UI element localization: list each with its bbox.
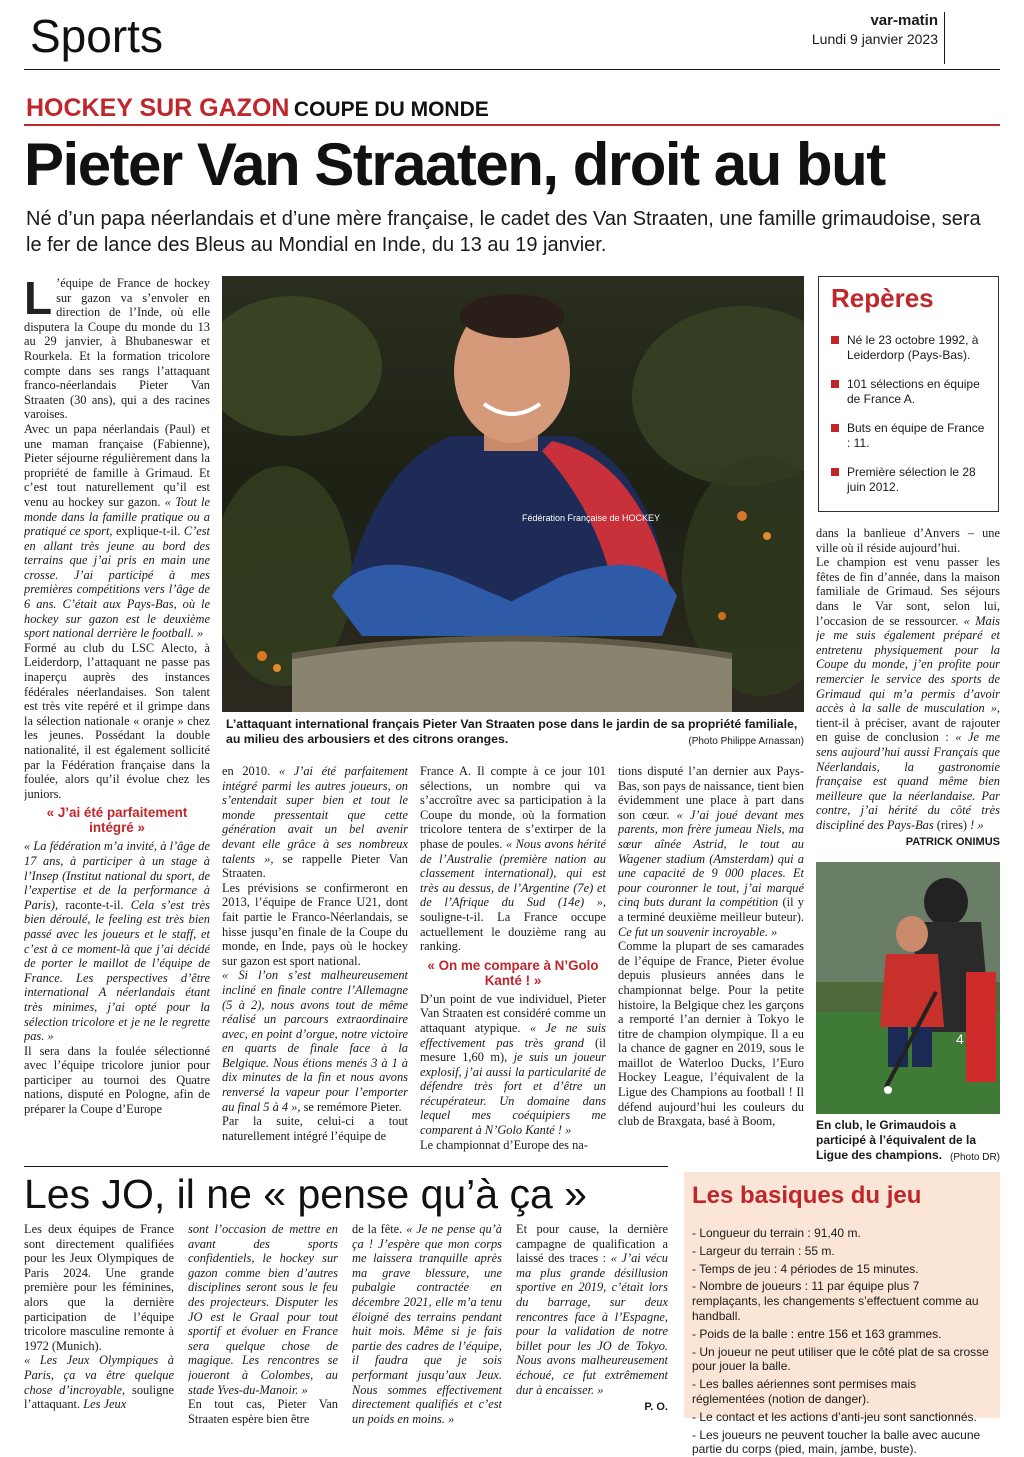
subheading-integre: « J’ai été parfaitement intégré » [46, 805, 188, 836]
second-column-4: Et pour cause, la dernière campagne de qualification a laissé des traces : « J’ai vécu ma plus grande désillusion sportive en 2019, c’était lors du barrage, sur deux rencontres face à l’Espagne, pour la validation de notre billet pour les JO de Tokyo. Nous avons malheureusement échoué, ce fut extrêmement dur à encaisser. » P. O. [516, 1222, 668, 1414]
main-photo-caption [226, 717, 804, 749]
article-column-1: L ’équipe de France de hockey sur gazon va s’envoler en direction de l’Inde, où elle disputera la Coupe du monde du 13 au 29 janvier, à Bhubaneswar et Rourkela. Et la formation tricolore compte dans ses rangs l’attaquant franco-néerlandais Pieter Van Straaten (30 ans), qui a des racines varoises. Avec un papa néerlandais (Paul) et une maman française (Fabienne), Pieter séjourne régulièrement dans la propriété de famille à Grimaud. Et c’est tout naturellement qu’il est venu au hockey sur gazon. « Tout le monde dans la famille pratique ou a pratiqué ce sport, explique-t-il. C’est en allant très jeune au bord des terrains que j’ai pris en main une crosse. J’ai participé à mes premières compétitions vers l’âge de 6 ans. C’était aux Pays-Bas, où le hockey sur gazon est le deuxième sport national derrière le football. » Formé au club du LSC Alecto, à Leiderdorp, l’attaquant ne passe pas inaperçu auprès des instances fédérales néerlandaises. Son talent est très vite repéré et il grimpe dans la sélection nationale « oranje » chez les jeunes. Possédant la double nationalité, il est également sollicité par la Fédération française dans la foulée, alors qu’il évolue chez les juniors. « J’ai été parfaitement intégré » « La fédération m’a invité, à l’âge de 17 ans, à participer à un stage à l’Insep (Institut national du sport, de l’expertise et de la performance à Paris), raconte-t-il. Cela s’est très bien déroulé, le feeling est très bien passé avec les joueurs et le staff, et c’est à ce moment-là que j’ai décidé de porter le maillot de l’équipe de France. Les perspectives d’être international A néerlandais étant très minimes, j’ai opté pour la sélection tricolore et je ne le regrette pas. » Il sera dans la foulée sélectionné avec l’équipe tricolore junior pour participer au tournoi des Quatre nations, disputé en Pologne, afin de préparer la Coupe d’Europe [24, 276, 210, 1117]
club-photo-credit: (Photo DR) [949, 1152, 1000, 1163]
bullet-icon [831, 468, 839, 476]
club-photo-caption-text: En club, le Grimaudois a participé à l’équivalent de la Ligue des champions. [816, 1118, 977, 1162]
basics-item: - Un joueur ne peut utiliser que le côté plat de sa crosse pour jouer la balle. [692, 1344, 989, 1374]
jersey-number: 4 [956, 1031, 964, 1047]
subheading-kante: « On me compare à N’Golo Kanté ! » [427, 957, 599, 988]
basics-item: - Les joueurs ne peuvent toucher la balle avec aucune partie du corps (pied, main, jambe, buste). [692, 1427, 981, 1457]
kicker-sport: HOCKEY SUR GAZON [26, 94, 290, 122]
article-column-3: France A. Il compte à ce jour 101 sélections, un nombre qui va s’accroître avec sa participation à la Coupe du monde, où la formation tricolore tentera de s’extirper de la phase de poules. « Nous avons hérité de l’Australie (première nation au classement international), qui est très au dessus, de l’Argentine (7e) et de l’Afrique du Sud (14e) », souligne-t-il. La France occupe actuellement le douzième rang au ranking. « On me compare à N’Golo Kanté ! » D’un point de vue individuel, Pieter Van Straaten est considéré comme un attaquant atypique. « Je ne suis effectivement pas très grand (il mesure 1,60 m), je suis un joueur explosif, j’ai aussi la particularité de défendre très fort et d’être un récupérateur. Un domaine dans lequel mes coéquipiers me comparent à N’Golo Kanté ! » Le championnat d’Europe des na- [420, 764, 606, 1152]
second-article-rule [24, 1166, 668, 1167]
article-signature: PATRICK ONIMUS [905, 836, 1000, 849]
article-column-2: en 2010. « J’ai été parfaitement intégré parmi les autres joueurs, on s’entendait super bien et tout le monde pressentait que cette génération avait un bel avenir devant elle grâce à ses nombreux talents », se rappelle Pieter Van Straaten. Les prévisions se confirmeront en 2013, l’équipe de France U21, dont fait partie le Franco-Néerlandais, se hisse jusqu’en finale de la Coupe du monde, en Inde, pays où le hockey sur gazon est sport national. « Si l’on s’est malheureusement incliné en finale contre l’Allemagne (5 à 2), nous avons tout de même réalisé un parcours extraordinaire avec, en point d’orgue, notre victoire en quarts de finale face à la Belgique. Nous étions menés 3 à 1 à dix minutes de la fin et nous avons renversé la vapeur pour l’emporter au final 5 à 4 », se remémore Pieter. Par la suite, celui-ci a tout naturellement intégré l’équipe de [222, 764, 408, 1143]
basics-item: - Le contact et les actions d’anti-jeu sont sanctionnés. [692, 1409, 977, 1424]
bullet-icon [831, 380, 839, 388]
second-headline: Les JO, il ne « pense qu’à ça » [24, 1171, 587, 1217]
basics-item: - Les balles aériennes sont permises mais réglementées (notion de danger). [692, 1377, 917, 1406]
main-photo [222, 276, 804, 712]
headline: Pieter Van Straaten, droit au but [24, 131, 885, 198]
main-photo-caption-text: L’attaquant international français Pieter Van Straaten pose dans le jardin de sa propriété familiale, au milieu des arbousiers et des citrons oranges. [226, 717, 798, 746]
reperes-title: Repères [831, 283, 934, 313]
club-photo [816, 862, 1000, 1114]
kicker [26, 94, 489, 126]
shirt-logo-text: Fédération Française de HOCKEY [522, 513, 661, 523]
club-photo-caption [816, 1118, 1000, 1165]
header-rule [24, 69, 1000, 70]
article-column-4: tions disputé l’an dernier aux Pays-Bas, son pays de naissance, tient bien évidemment une place à part dans son cœur. « J’ai joué devant mes parents, mon frère jumeau Niels, ma sœur aînée Astrid, le tout au Wagener stadium (Amsterdam) qui a une capacité de 9 000 places. Et pour couronner le tout, j’ai marqué cinq buts durant la compétition (il y a terminé deuxième meilleur buteur). Ce fut un souvenir incroyable. » Comme la plupart de ses camarades de l’équipe de France, Pieter évolue depuis plusieurs années dans le championnat belge. Pour la petite histoire, la Belgique chez les garçons a remporté l’an dernier à Tokyo le titre de champion olympique. Il a eu la chance de gagner en 2019, sous le maillot de Waterloo Ducks, l’Euro Hockey League, l’équivalent de la Ligue des Champions au football ! Il défend aujourd’hui les couleurs du club de Braxgata, basé à Boom, [618, 764, 804, 1129]
header-vertical-rule [944, 12, 945, 64]
second-signature: P. O. [644, 1401, 668, 1414]
reperes-item: Né le 23 octobre 1992, à Leiderdorp (Pays-Bas). [831, 333, 988, 363]
reperes-item: 101 sélections en équipe de France A. [831, 377, 988, 407]
basics-box [684, 1172, 1000, 1457]
second-column-2: sont l’occasion de mettre en avant des sports confidentiels, le hockey sur gazon comme bien d’autres disciplines seront sous le feu des projecteurs. Disputer les JO est le Graal pour tout sportif et évoluer en France sera quelque chose de magique. Les rencontres se joueront à Colombes, au stade Yves-du-Manoir. » En tout cas, Pieter Van Straaten espère bien être [188, 1222, 338, 1426]
second-column-3: de la fête. « Je ne pense qu’à ça ! J’espère que mon corps me laissera tranquille après ma grave blessure, une pubalgie contractée en décembre 2021, elle m’a tenu éloigné des terrains pendant huit mois. Même si je fais partie des cadres de l’équipe, il faudra que je sois performant jusqu’aux Jeux. Nous sommes effectivement directement qualifiés et c’est un poids en moins. » [352, 1222, 502, 1426]
basics-title: Les basiques du jeu [692, 1182, 922, 1209]
dropcap: L [24, 276, 53, 324]
main-photo-credit: (Photo Philippe Arnassan) [688, 736, 804, 747]
kicker-event: COUPE DU MONDE [293, 98, 489, 121]
reperes-item: Première sélection le 28 juin 2012. [831, 465, 988, 495]
article-column-5: dans la banlieue d’Anvers – une ville où il réside aujourd’hui. Le champion est venu passer les fêtes de fin d’année, dans la maison familiale de Grimaud. Ses séjours dans le Var sont, selon lui, l’occasion de se ressourcer. « Mais je me suis également préparé et entretenu physiquement pour la Coupe du monde, j’en profite pour remercier le service des sports de Grimaud qui m’a permis d’avoir accès à la salle de musculation », tient-il à préciser, avant de rajouter en guise de conclusion : « Je me sens aujourd’hui aussi Français que Néerlandais, la gastronomie française est quand même bien meilleure que la néerlandaise. Par contre, j’ai hérité du côté très discipliné des Pays-Bas (rires) ! » PATRICK ONIMUS [816, 526, 1000, 849]
section-title: Sports [30, 10, 163, 62]
issue-date: Lundi 9 janvier 2023 [811, 31, 938, 47]
basics-item: - Longueur du terrain : 91,40 m. [692, 1226, 861, 1240]
bullet-icon [831, 424, 839, 432]
newspaper-name: var-matin [870, 12, 938, 29]
basics-item: - Nombre de joueurs : 11 par équipe plus 7 remplaçants, les changements s’effectuent comme au handball. [692, 1279, 979, 1323]
basics-item: - Largeur du terrain : 55 m. [692, 1243, 835, 1258]
basics-item: - Poids de la balle : entre 156 et 163 grammes. [692, 1326, 942, 1341]
bullet-icon [831, 336, 839, 344]
second-column-1: Les deux équipes de France sont directement qualifiées pour les Jeux Olympiques de Paris 2024. Une grande première pour les féminines, alors que la dernière participation de l’équipe tricolore masculine remonte à 1972 (Munich). « Les Jeux Olympiques à Paris, ça va être quelque chose d’incroyable, souligne l’attaquant. Les Jeux [24, 1222, 174, 1412]
basics-item: - Temps de jeu : 4 périodes de 15 minutes. [692, 1261, 919, 1276]
reperes-item: Buts en équipe de France : 11. [831, 421, 988, 451]
standfirst: Né d’un papa néerlandais et d’une mère française, le cadet des Van Straaten, une famille grimaudoise, sera le fer de lance des Bleus au Mondial en Inde, du 13 au 19 janvier. [26, 208, 981, 256]
reperes-box [818, 276, 999, 512]
